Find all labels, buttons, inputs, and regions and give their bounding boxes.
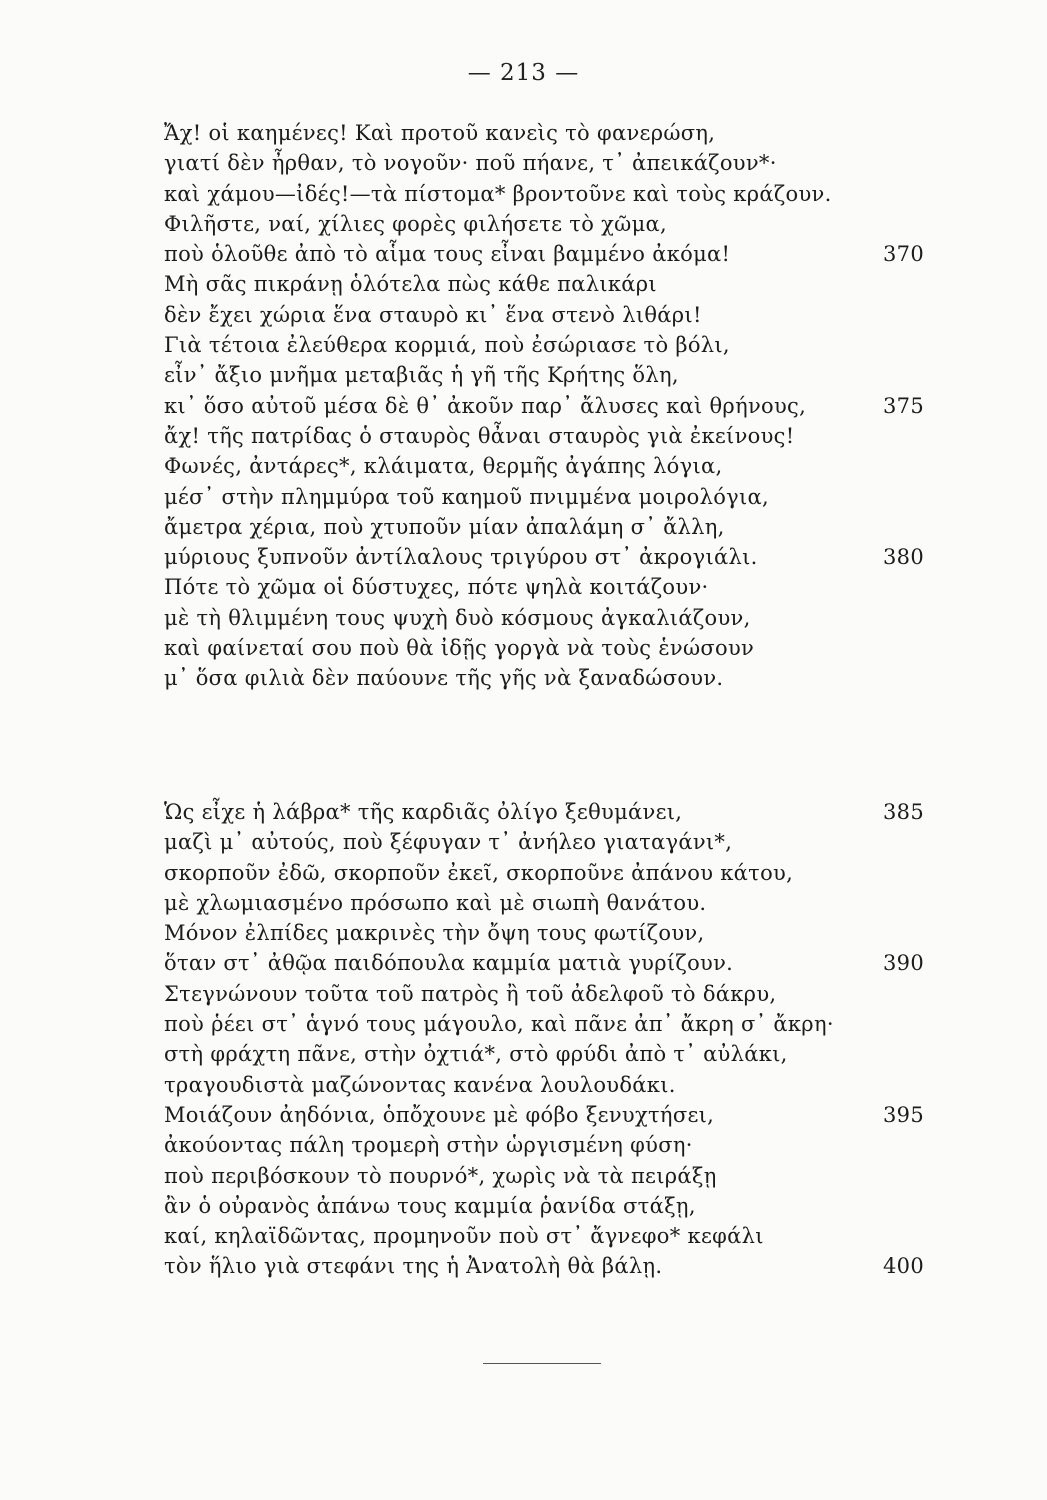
poem-line bbox=[164, 300, 924, 330]
line-number: 400 bbox=[883, 1254, 924, 1279]
line-text: δὲν ἔχει χώρια ἕνα σταυρὸ κι᾽ ἕνα στενὸ λιθάρι! bbox=[164, 302, 702, 327]
line-text: καὶ χάμου—ἰδές!—τὰ πίστομα* βροντοῦνε καὶ τοὺς κράζουν. bbox=[164, 181, 832, 206]
page-number: — 213 — bbox=[467, 60, 580, 86]
stanza-2 bbox=[164, 797, 924, 1282]
poem-line bbox=[164, 603, 924, 633]
line-text: ἄχ! τῆς πατρίδας ὁ σταυρὸς θἆναι σταυρὸς γιὰ ἐκείνους! bbox=[164, 423, 795, 448]
poem-line bbox=[164, 1039, 924, 1069]
poem-line bbox=[164, 979, 924, 1009]
line-text: Γιὰ τέτοια ἐλεύθερα κορμιά, ποὺ ἐσώριασε τὸ βόλι, bbox=[164, 333, 730, 358]
line-text: τραγουδιστὰ μαζώνοντας κανένα λουλουδάκι. bbox=[164, 1072, 676, 1097]
line-text: Φωνές, ἀντάρες*, κλάιματα, θερμῆς ἀγάπης λόγια, bbox=[164, 454, 723, 479]
poem-line bbox=[164, 330, 924, 360]
line-text: Πότε τὸ χῶμα οἱ δύστυχες, πότε ψηλὰ κοιτάζουν· bbox=[164, 575, 709, 600]
line-text: ἄμετρα χέρια, ποὺ χτυποῦν μίαν ἀπαλάμη σ᾽ ἄλλη, bbox=[164, 514, 725, 539]
line-number: 375 bbox=[883, 393, 924, 418]
line-text: Μόνον ἐλπίδες μακρινὲς τὴν ὄψη τους φωτίζουν, bbox=[164, 921, 705, 946]
poem-line bbox=[164, 572, 924, 602]
poem-line bbox=[164, 1070, 924, 1100]
poem-line bbox=[164, 360, 924, 390]
poem-line bbox=[164, 1100, 924, 1130]
poem-line bbox=[164, 118, 924, 148]
line-text: Ἄχ! οἱ καημένες! Καὶ προτοῦ κανεὶς τὸ φανερώση, bbox=[164, 121, 716, 145]
poem-line bbox=[164, 542, 924, 572]
poem-line bbox=[164, 451, 924, 481]
line-text: ποὺ περιβόσκουν τὸ πουρνό*, χωρὶς νὰ τὰ πειράξῃ bbox=[164, 1163, 717, 1188]
line-number: 370 bbox=[883, 242, 924, 267]
poem-line bbox=[164, 148, 924, 178]
line-text: μαζὶ μ᾽ αὐτούς, ποὺ ξέφυγαν τ᾽ ἀνήλεο γιαταγάνι*, bbox=[164, 830, 733, 855]
line-text: Φιλῆστε, ναί, χίλιες φορὲς φιλήσετε τὸ χῶμα, bbox=[164, 211, 667, 236]
poem-line bbox=[164, 827, 924, 857]
poem-line bbox=[164, 1161, 924, 1191]
poem-line bbox=[164, 663, 924, 693]
line-number: 395 bbox=[883, 1102, 924, 1127]
poem-line bbox=[164, 633, 924, 663]
poem-line bbox=[164, 179, 924, 209]
poem-line bbox=[164, 482, 924, 512]
line-text: ἀκούοντας πάλη τρομερὴ στὴν ὡργισμένη φύση· bbox=[164, 1133, 693, 1158]
poem-line bbox=[164, 1009, 924, 1039]
line-text: καὶ φαίνεταί σου ποὺ θὰ ἰδῇς γοργὰ νὰ τοὺς ἑνώσουν bbox=[164, 636, 755, 661]
line-text: γιατί δὲν ἦρθαν, τὸ νογοῦν· ποῦ πήανε, τ᾽ ἀπεικάζουν*· bbox=[164, 151, 777, 176]
poem-line bbox=[164, 239, 924, 269]
line-text: στὴ φράχτη πᾶνε, στὴν ὀχτιά*, στὸ φρύδι ἀπὸ τ᾽ αὐλάκι, bbox=[164, 1042, 788, 1067]
poem-line bbox=[164, 1191, 924, 1221]
poem-line bbox=[164, 269, 924, 299]
poem-line bbox=[164, 1221, 924, 1251]
line-text: μὲ τὴ θλιμμένη τους ψυχὴ δυὸ κόσμους ἀγκαλιάζουν, bbox=[164, 605, 751, 630]
poem-line bbox=[164, 512, 924, 542]
footer-rule bbox=[483, 1363, 601, 1364]
line-number: 390 bbox=[883, 951, 924, 976]
poem-line bbox=[164, 858, 924, 888]
line-text: κι᾽ ὅσο αὐτοῦ μέσα δὲ θ᾽ ἀκοῦν παρ᾽ ἄλυσες καὶ θρήνους, bbox=[164, 393, 807, 418]
line-text: ποὺ ῥέει στ᾽ ἁγνό τους μάγουλο, καὶ πᾶνε ἀπ᾽ ἄκρη σ᾽ ἄκρη· bbox=[164, 1012, 834, 1037]
line-text: τὸν ἥλιο γιὰ στεφάνι της ἡ Ἀνατολὴ θὰ βάλῃ. bbox=[164, 1254, 663, 1279]
line-text: μ᾽ ὅσα φιλιὰ δὲν παύουνε τῆς γῆς νὰ ξαναδώσουν. bbox=[164, 666, 724, 691]
line-text: μὲ χλωμιασμένο πρόσωπο καὶ μὲ σιωπὴ θανάτου. bbox=[164, 890, 707, 915]
line-text: Μοιάζουν ἀηδόνια, ὁπὄχουνε μὲ φόβο ξενυχτήσει, bbox=[164, 1102, 715, 1127]
line-text: ἂν ὁ οὐρανὸς ἀπάνω τους καμμία ῥανίδα στάξῃ, bbox=[164, 1193, 696, 1218]
poem-line bbox=[164, 948, 924, 978]
poem-line bbox=[164, 1130, 924, 1160]
poem-line bbox=[164, 391, 924, 421]
line-text: καί, κηλαϊδῶντας, προμηνοῦν ποὺ στ᾽ ἄγνεφο* κεφάλι bbox=[164, 1224, 764, 1249]
line-text: Μὴ σᾶς πικράνῃ ὁλότελα πὼς κάθε παλικάρι bbox=[164, 272, 657, 297]
line-text: Στεγνώνουν τοῦτα τοῦ πατρὸς ἢ τοῦ ἀδελφοῦ τὸ δάκρυ, bbox=[164, 981, 777, 1006]
poem-line bbox=[164, 421, 924, 451]
line-text: σκορποῦν ἐδῶ, σκορποῦν ἐκεῖ, σκορποῦνε ἀπάνου κάτου, bbox=[164, 860, 794, 885]
stanza-1 bbox=[164, 118, 924, 694]
line-text: ποὺ ὁλοῦθε ἀπὸ τὸ αἷμα τους εἶναι βαμμένο ἀκόμα! bbox=[164, 242, 731, 267]
line-text: Ὡς εἶχε ἡ λάβρα* τῆς καρδιᾶς ὀλίγο ξεθυμάνει, bbox=[164, 800, 683, 824]
poem-line bbox=[164, 1251, 924, 1281]
poem-line bbox=[164, 797, 924, 827]
line-text: μύριους ξυπνοῦν ἀντίλαλους τριγύρου στ᾽ ἀκρογιάλι. bbox=[164, 545, 758, 570]
line-number: 385 bbox=[883, 800, 924, 824]
line-text: μέσ᾽ στὴν πλημμύρα τοῦ καημοῦ πνιμμένα μοιρολόγια, bbox=[164, 484, 769, 509]
line-text: ὅταν στ᾽ ἀθῷα παιδόπουλα καμμία ματιὰ γυρίζουν. bbox=[164, 951, 734, 976]
poem-line bbox=[164, 918, 924, 948]
poem-line bbox=[164, 209, 924, 239]
line-text: εἶν᾽ ἄξιο μνῆμα μεταβιᾶς ἡ γῆ τῆς Κρήτης ὅλη, bbox=[164, 363, 679, 388]
poem-line bbox=[164, 888, 924, 918]
line-number: 380 bbox=[883, 545, 924, 570]
